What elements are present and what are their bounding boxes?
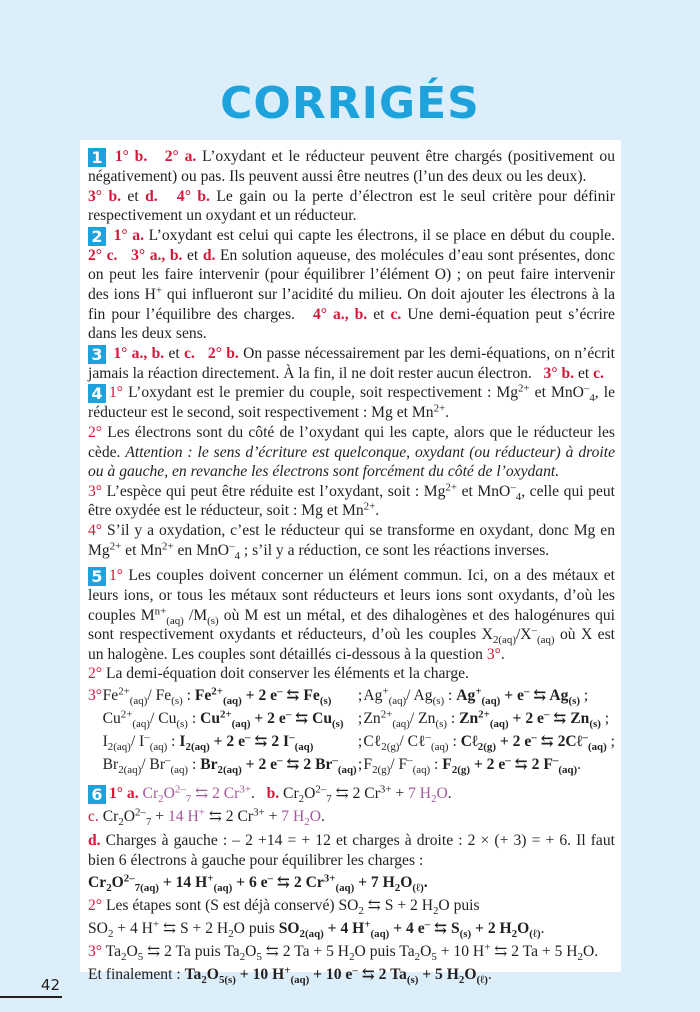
badge-1: 1: [88, 148, 106, 167]
badge-4: 4: [88, 384, 106, 403]
badge-5: 5: [88, 567, 106, 586]
page-number: 42: [40, 976, 60, 994]
badge-3: 3: [88, 345, 106, 364]
badge-6: 6: [88, 785, 106, 804]
answer-3: 3 1° a., b. et c. 2° b. On passe nécessairement par les demi-équations, on n’écrit jamais la réaction directement. À la fin, il ne doit rester aucun électron. 3° b. et c.: [88, 344, 616, 382]
badge-2: 2: [88, 227, 106, 246]
page-title: CORRIGÉS: [220, 78, 480, 129]
answer-4: 4 1° L’oxydant est le premier du couple, soit respectivement : $Mg^{2+}$ et MnO–$_4$, le réducteur est le second, soit respectivement : Mg et $Mn^{2+}$. 2° Les électrons sont du côté de l’oxydant qui les capte, alors que le réducteur les cède. Attention : le sens d’écriture est quelconque, oxydant (ou réducteur) à droite ou à gauche, en revanche les électrons sont forcément du côté de l’oxydant. 3° L’espèce qui peut être réduite est l’oxydant, soit : $Mg^{2+}$ et MnO–$_4$, celle qui peut être oxydée est le réducteur, soit : Mg et $Mn^{2+}$. 4° S’il y a oxydation, c’est le réducteur qui se transforme en oxydant, donc Mg en $Mg^{2+}$ et $Mn^{2+}$ en MnO–$_4$ ; s’il y a réduction, ce sont les réactions inverses.: [88, 382, 615, 562]
answer-2: 2 1° a. L’oxydant est celui qui capte les électrons, il se place en début du couple. 2° c. 3° a., b. et d. En solution aqueuse, des molécules d’eau sont présentes, donc on peut les faire intervenir (pour équilibrer l’élément O) ; on peut faire intervenir des ions H+ qui influeront sur l’acidité du milieu. On doit ajouter les électrons à la fin pour l’équilibre des charges. 4° a., b. et c. Une demi-équation peut s’écrire dans les deux sens.: [88, 226, 615, 343]
answer-5: 5 1° Les couples doivent concerner un élément commun. Ici, on a des métaux et leurs ions, or tous les métaux sont réducteurs et leurs ions sont oxydants, d’où les couples $M^{n+}_{(aq)}$ $/M_{(s)}$ où M est un métal, et des dihalogènes et des halogénures qui sont respectivement oxydants et réducteurs, d’où les couples $X_{2(aq)}/X^-_{(aq)}$ où X est un halogène. Les couples sont détaillés ci-dessous à la question 3°. 2° La demi-équation doit conserver les éléments et la charge. 3° $Fe^{2+}_{(aq)}/$ $Fe_{(s)}$ : $Fe^{2+}_{(aq)} + 2$ e– ⇆ $Fe_{(s)}$ ; $Ag^+_{(aq)}/$ $Ag_{(s)}$ : $Ag^+_{(aq)} + e^-$ ⇆ $Ag_{(s)}$ ; $Cu^{2+}_{(aq)}/$ $Cu_{(s)}$ : $Cu^{2+}_{(aq)} + 2$ e– ⇆ $Cu_{(s)}$ ; $Zn^{2+}_{(aq)}/$ $Zn_{(s)}$ : $Zn^{2+}_{(aq)} + 2$ e– ⇆ $Zn_{(s)}$ ; $I_{2(aq)}/$ $I^-_{(aq)}$ : $I_{2(aq)} + 2$ e– ⇆ 2 $I^-_{(aq)}$ ; Cℓ$_{2(g)}$/ Cℓ–$_{(aq)}$ : Cℓ$_{2(g)}$ + 2 e– ⇆ 2Cℓ–$_{(aq)}$ ; $Br_{2(aq)}/$ $Br^-_{(aq)}$ : $Br_{2(aq)} + 2$ e– ⇆ 2 $Br^-_{(aq)}$ ; $F_{2(g)}/$ $F^-_{(aq)}$ : $F_{2(g)} + 2$ e– ⇆ 2 $F^-_{(aq)}$.: [88, 567, 615, 776]
half-equations-table: 3° $Fe^{2+}_{(aq)}/$ $Fe_{(s)}$ : $Fe^{2+}_{(aq)} + 2$ e– ⇆ $Fe_{(s)}$ ; $Ag^+_{(aq)}/$ $Ag_{(s)}$ : $Ag^+_{(aq)} + e^-$ ⇆ $Ag_{(s)}$ ; $Cu^{2+}_{(aq)}/$ $Cu_{(s)}$ : $Cu^{2+}_{(aq)} + 2$ e– ⇆ $Cu_{(s)}$ ; $Zn^{2+}_{(aq)}/$ $Zn_{(s)}$ : $Zn^{2+}_{(aq)} + 2$ e– ⇆ $Zn_{(s)}$ ; $I_{2(aq)}/$ $I^-_{(aq)}$ : $I_{2(aq)} + 2$ e– ⇆ 2 $I^-_{(aq)}$ ; Cℓ$_{2(g)}$/ Cℓ–$_{(aq)}$ : Cℓ$_{2(g)}$ + 2 e– ⇆ 2Cℓ–$_{(aq)}$ ; $Br_{2(aq)}/$ $Br^-_{(aq)}$ : $Br_{2(aq)} + 2$ e– ⇆ 2 $Br^-_{(aq)}$ ; $F_{2(g)}/$ $F^-_{(aq)}$ : $F_{2(g)} + 2$ e– ⇆ 2 $F^-_{(aq)}$.: [88, 685, 615, 776]
page-number-rule: [0, 996, 62, 998]
answer-1: 1 1° b. 2° a. L’oxydant et le réducteur peuvent être chargés (positivement ou négativement) ou pas. Ils peuvent aussi être neutres (l’un des deux ou les deux). 3° b. et d. 4° b. Le gain ou la perte d’électron est le seul critère pour définir respectivement un oxydant et un réducteur.: [88, 148, 615, 225]
answers-content: [88, 147, 615, 992]
answer-6: 6 1° a. $Cr_2O^{2-}_7$ ⇆ 2 $Cr^{3+}$. b. $Cr_2O^{2-}_7$ ⇆ 2 $Cr^{3+} + 7$ $H_2O$. c. $Cr_2O^{2-}_7 + 14$ H+ ⇆ 2 $Cr^{3+} + 7$ $H_2O$. d. Charges à gauche : – 2 +14 = + 12 et charges à droite : 2 × (+ 3) = + 6. Il faut bien 6 électrons à gauche pour équilibrer les charges : $Cr_2O^{2-}_{7(aq)} + 14$ $H^+_{(aq)} + 6$ e– ⇆ 2 $Cr^{3+}_{(aq)} + 7$ $H_2O_{(\ell)}$. 2° Les étapes sont (S est déjà conservé) $SO_2$ ⇆ S + 2 $H_2O$ puis $SO_2 + 4$ H+ ⇆ S + 2 $H_2O$ puis $SO_{2(aq)} + 4$ $H^+_{(aq)} + 4$ e– ⇆ $S_{(s)} + 2$ $H_2O_{(\ell)}$. 3° $Ta_2O_5$ ⇆ 2 Ta puis $Ta_2O_5$ ⇆ 2 Ta + 5 $H_2O$ puis $Ta_2O_5 + 10$ H+ ⇆ 2 Ta + 5 $H_2O$. Et finalement : $Ta_2O_{5(s)} + 10$ $H^+_{(aq)} + 10$ e– ⇆ 2 $Ta_{(s)} + 5$ $H_2O_{(\ell)}$.: [88, 783, 615, 986]
